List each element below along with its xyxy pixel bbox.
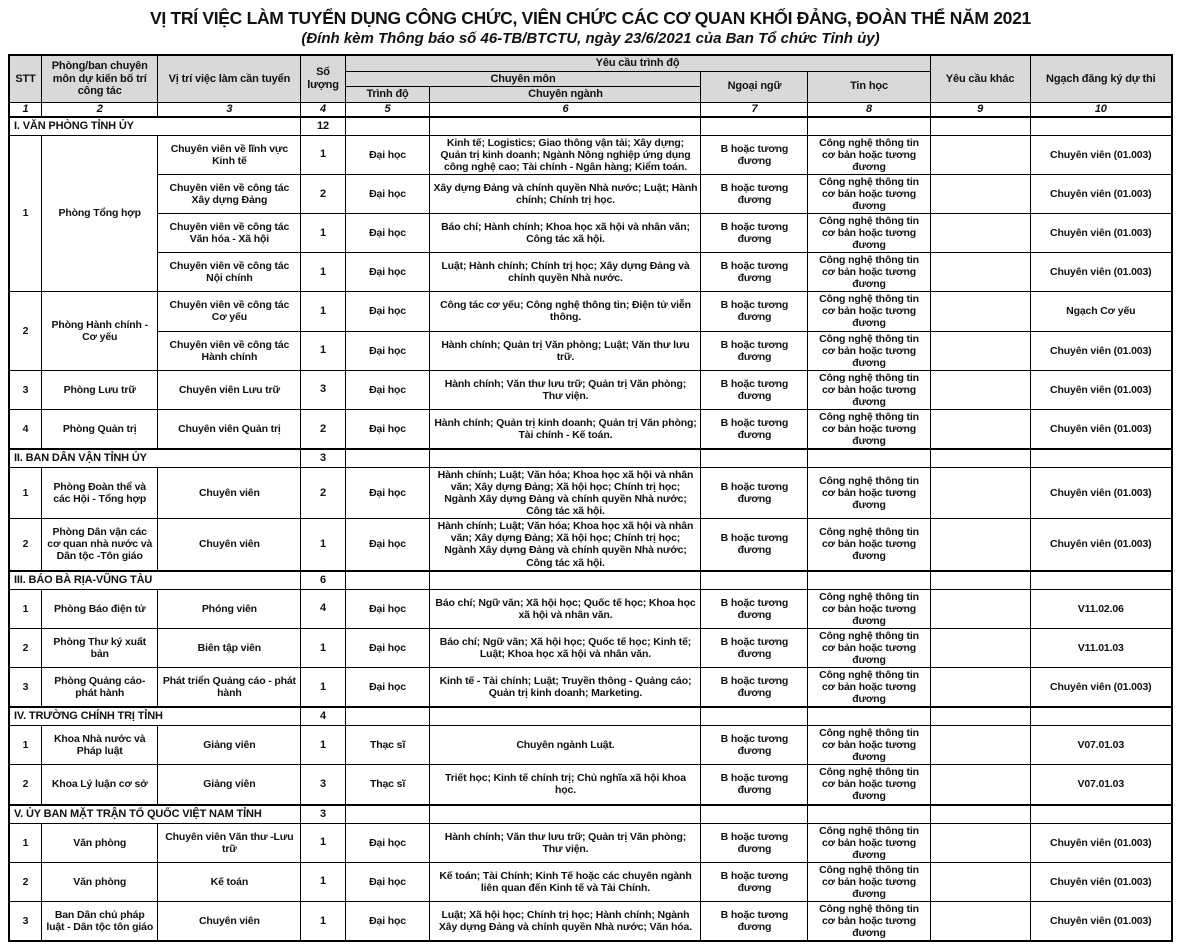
quantity-cell: 2: [301, 174, 345, 213]
degree-cell: Thạc sĩ: [345, 726, 430, 765]
position-cell: Chuyên viên: [158, 468, 301, 519]
quantity-cell: 1: [301, 135, 345, 174]
quantity-cell: 2: [301, 468, 345, 519]
major-cell: Hành chính; Văn thư lưu trữ; Quản trị Văn phòng; Thư viện.: [430, 823, 701, 862]
major-cell: Kế toán; Tài Chính; Kinh Tế hoặc các chuyên ngành liên quan đến Kinh tế và Tài Chính.: [430, 862, 701, 901]
other-requirements-cell: [930, 667, 1030, 707]
section-header-row: [9, 707, 1172, 726]
major-cell: Kinh tế - Tài chính; Luật; Truyền thông - Quảng cáo; Quản trị kinh doanh; Marketing.: [430, 667, 701, 707]
quantity-cell: 1: [301, 901, 345, 941]
major-cell: Hành chính; Luật; Văn hóa; Khoa học xã hội và nhân văn; Xây dựng Đảng; Xã hội học; Chính trị học; Ngành Xây dựng Đảng và chính quyền Nhà nước; Công tác xã hội.: [430, 468, 701, 519]
header-stt: STT: [9, 55, 42, 102]
major-cell: Báo chí; Hành chính; Khoa học xã hội và nhân văn; Công tác xã hội.: [430, 213, 701, 252]
stt-cell: 3: [9, 901, 42, 941]
data-row: [9, 589, 1172, 628]
dept-cell: Khoa Lý luận cơ sở: [42, 765, 158, 805]
section-empty-cell: [345, 707, 430, 726]
section-empty-cell: [345, 449, 430, 468]
other-requirements-cell: [930, 135, 1030, 174]
quantity-cell: 3: [301, 765, 345, 805]
section-empty-cell: [345, 571, 430, 590]
foreign-language-cell: B hoặc tương đương: [701, 468, 808, 519]
informatics-cell: Công nghệ thông tin cơ bản hoặc tương đương: [808, 135, 930, 174]
position-cell: Chuyên viên về lĩnh vực Kinh tế: [158, 135, 301, 174]
foreign-language-cell: B hoặc tương đương: [701, 628, 808, 667]
col-number: 2: [42, 102, 158, 116]
header-position: Vị trí việc làm cần tuyển: [158, 55, 301, 102]
section-empty-cell: [430, 707, 701, 726]
degree-cell: Đại học: [345, 292, 430, 331]
position-cell: Phóng viên: [158, 589, 301, 628]
exam-rank-cell: Chuyên viên (01.003): [1030, 409, 1172, 449]
position-cell: Giảng viên: [158, 765, 301, 805]
degree-cell: Đại học: [345, 468, 430, 519]
informatics-cell: Công nghệ thông tin cơ bản hoặc tương đương: [808, 468, 930, 519]
position-cell: Kế toán: [158, 862, 301, 901]
major-cell: Xây dựng Đảng và chính quyền Nhà nước; Luật; Hành chính; Chính trị học.: [430, 174, 701, 213]
data-row: [9, 292, 1172, 331]
dept-cell: Khoa Nhà nước và Pháp luật: [42, 726, 158, 765]
position-cell: Chuyên viên về công tác Xây dựng Đảng: [158, 174, 301, 213]
degree-cell: Đại học: [345, 628, 430, 667]
informatics-cell: Công nghệ thông tin cơ bản hoặc tương đương: [808, 589, 930, 628]
section-header-row: [9, 117, 1172, 136]
foreign-language-cell: B hoặc tương đương: [701, 135, 808, 174]
foreign-language-cell: B hoặc tương đương: [701, 213, 808, 252]
degree-cell: Đại học: [345, 135, 430, 174]
major-cell: Luật; Hành chính; Chính trị học; Xây dựng Đảng và chính quyền Nhà nước.: [430, 253, 701, 292]
stt-cell: 3: [9, 370, 42, 409]
other-requirements-cell: [930, 589, 1030, 628]
degree-cell: Đại học: [345, 667, 430, 707]
informatics-cell: Công nghệ thông tin cơ bản hoặc tương đương: [808, 331, 930, 370]
section-total: 3: [301, 805, 345, 824]
col-number: 6: [430, 102, 701, 116]
stt-cell: 3: [9, 667, 42, 707]
data-row: [9, 862, 1172, 901]
degree-cell: Đại học: [345, 174, 430, 213]
dept-cell: Phòng Dân vận các cơ quan nhà nước và Dân tộc -Tôn giáo: [42, 519, 158, 571]
recruitment-table: [8, 54, 1173, 942]
header-quantity: Số lượng: [301, 55, 345, 102]
informatics-cell: Công nghệ thông tin cơ bản hoặc tương đương: [808, 370, 930, 409]
informatics-cell: Công nghệ thông tin cơ bản hoặc tương đương: [808, 409, 930, 449]
section-empty-cell: [808, 707, 930, 726]
stt-cell: 1: [9, 589, 42, 628]
informatics-cell: Công nghệ thông tin cơ bản hoặc tương đương: [808, 862, 930, 901]
other-requirements-cell: [930, 823, 1030, 862]
position-cell: Chuyên viên về công tác Hành chính: [158, 331, 301, 370]
section-empty-cell: [430, 449, 701, 468]
dept-cell: Phòng Đoàn thể và các Hội - Tổng hợp: [42, 468, 158, 519]
exam-rank-cell: Chuyên viên (01.003): [1030, 135, 1172, 174]
major-cell: Công tác cơ yếu; Công nghệ thông tin; Điện tử viễn thông.: [430, 292, 701, 331]
table-body: [9, 117, 1172, 942]
quantity-cell: 1: [301, 292, 345, 331]
header-specialization-group: Chuyên môn: [345, 71, 701, 87]
data-row: [9, 213, 1172, 252]
informatics-cell: Công nghệ thông tin cơ bản hoặc tương đương: [808, 823, 930, 862]
degree-cell: Đại học: [345, 862, 430, 901]
section-empty-cell: [808, 117, 930, 136]
position-cell: Chuyên viên Lưu trữ: [158, 370, 301, 409]
section-header-row: [9, 449, 1172, 468]
other-requirements-cell: [930, 726, 1030, 765]
informatics-cell: Công nghệ thông tin cơ bản hoặc tương đương: [808, 628, 930, 667]
other-requirements-cell: [930, 331, 1030, 370]
stt-cell: 2: [9, 519, 42, 571]
major-cell: Hành chính; Quản trị Văn phòng; Luật; Văn thư lưu trữ.: [430, 331, 701, 370]
page-subtitle: (Đính kèm Thông báo số 46-TB/BTCTU, ngày 23/6/2021 của Ban Tổ chức Tỉnh ủy): [301, 30, 880, 47]
position-cell: Chuyên viên Văn thư -Lưu trữ: [158, 823, 301, 862]
major-cell: Luật; Xã hội học; Chính trị học; Hành chính; Ngành Xây dựng Đảng và chính quyền Nhà nước; Văn hóa.: [430, 901, 701, 941]
dept-cell: Phòng Hành chính -Cơ yếu: [42, 292, 158, 370]
position-cell: Chuyên viên về công tác Văn hóa - Xã hội: [158, 213, 301, 252]
exam-rank-cell: Chuyên viên (01.003): [1030, 823, 1172, 862]
section-empty-cell: [930, 571, 1030, 590]
quantity-cell: 1: [301, 253, 345, 292]
exam-rank-cell: Chuyên viên (01.003): [1030, 370, 1172, 409]
position-cell: Chuyên viên: [158, 519, 301, 571]
header-exam-rank: Ngạch đăng ký dự thi: [1030, 55, 1172, 102]
header-informatics: Tin học: [808, 71, 930, 102]
section-label: I. VĂN PHÒNG TỈNH ỦY: [9, 117, 301, 136]
section-empty-cell: [1030, 117, 1172, 136]
stt-cell: 4: [9, 409, 42, 449]
other-requirements-cell: [930, 253, 1030, 292]
exam-rank-cell: V07.01.03: [1030, 726, 1172, 765]
quantity-cell: 2: [301, 409, 345, 449]
section-total: 12: [301, 117, 345, 136]
section-empty-cell: [701, 117, 808, 136]
col-number: 8: [808, 102, 930, 116]
foreign-language-cell: B hoặc tương đương: [701, 862, 808, 901]
degree-cell: Đại học: [345, 519, 430, 571]
header-foreign-language: Ngoại ngữ: [701, 71, 808, 102]
section-label: V. ỦY BAN MẶT TRẬN TỔ QUỐC VIỆT NAM TỈNH: [9, 805, 301, 824]
other-requirements-cell: [930, 213, 1030, 252]
foreign-language-cell: B hoặc tương đương: [701, 253, 808, 292]
section-label: II. BAN DÂN VẬN TỈNH ỦY: [9, 449, 301, 468]
column-number-row: [9, 102, 1172, 116]
foreign-language-cell: B hoặc tương đương: [701, 901, 808, 941]
exam-rank-cell: Chuyên viên (01.003): [1030, 519, 1172, 571]
position-cell: Chuyên viên về công tác Cơ yếu: [158, 292, 301, 331]
exam-rank-cell: Ngạch Cơ yếu: [1030, 292, 1172, 331]
col-number: 5: [345, 102, 430, 116]
dept-cell: Phòng Thư ký xuất bản: [42, 628, 158, 667]
foreign-language-cell: B hoặc tương đương: [701, 174, 808, 213]
informatics-cell: Công nghệ thông tin cơ bản hoặc tương đương: [808, 519, 930, 571]
section-empty-cell: [345, 805, 430, 824]
degree-cell: Đại học: [345, 589, 430, 628]
informatics-cell: Công nghệ thông tin cơ bản hoặc tương đương: [808, 213, 930, 252]
foreign-language-cell: B hoặc tương đương: [701, 823, 808, 862]
exam-rank-cell: Chuyên viên (01.003): [1030, 253, 1172, 292]
position-cell: Biên tập viên: [158, 628, 301, 667]
exam-rank-cell: V07.01.03: [1030, 765, 1172, 805]
table-header: [9, 55, 1172, 117]
data-row: [9, 468, 1172, 519]
header-major: Chuyên ngành: [430, 87, 701, 103]
other-requirements-cell: [930, 519, 1030, 571]
dept-cell: Phòng Quản trị: [42, 409, 158, 449]
page-title: VỊ TRÍ VIỆC LÀM TUYỂN DỤNG CÔNG CHỨC, VIÊN CHỨC CÁC CƠ QUAN KHỐI ĐẢNG, ĐOÀN THỂ NĂM 2021: [150, 8, 1031, 28]
section-empty-cell: [1030, 805, 1172, 824]
major-cell: Hành chính; Quản trị kinh doanh; Quản trị Văn phòng; Tài chính - Kế toán.: [430, 409, 701, 449]
section-empty-cell: [1030, 449, 1172, 468]
section-empty-cell: [430, 571, 701, 590]
data-row: [9, 370, 1172, 409]
exam-rank-cell: Chuyên viên (01.003): [1030, 174, 1172, 213]
section-empty-cell: [701, 449, 808, 468]
position-cell: Chuyên viên về công tác Nội chính: [158, 253, 301, 292]
foreign-language-cell: B hoặc tương đương: [701, 765, 808, 805]
degree-cell: Đại học: [345, 370, 430, 409]
stt-cell: 1: [9, 135, 42, 292]
exam-rank-cell: Chuyên viên (01.003): [1030, 468, 1172, 519]
degree-cell: Đại học: [345, 253, 430, 292]
header-requirement-group: Yêu cầu trình độ: [345, 55, 930, 71]
position-cell: Chuyên viên Quản trị: [158, 409, 301, 449]
quantity-cell: 1: [301, 519, 345, 571]
data-row: [9, 667, 1172, 707]
informatics-cell: Công nghệ thông tin cơ bản hoặc tương đương: [808, 726, 930, 765]
major-cell: Triết học; Kinh tế chính trị; Chủ nghĩa xã hội khoa học.: [430, 765, 701, 805]
degree-cell: Thạc sĩ: [345, 765, 430, 805]
foreign-language-cell: B hoặc tương đương: [701, 331, 808, 370]
section-total: 3: [301, 449, 345, 468]
section-empty-cell: [1030, 571, 1172, 590]
quantity-cell: 1: [301, 862, 345, 901]
major-cell: Hành chính; Luật; Văn hóa; Khoa học xã hội và nhân văn; Xây dựng Đảng; Xã hội học; Chính trị học; Ngành Xây dựng Đảng và chính quyền Nhà nước; Công tác xã hội.: [430, 519, 701, 571]
major-cell: Báo chí; Ngữ văn; Xã hội học; Quốc tế học; Kinh tế; Luật; Khoa học xã hội và nhân văn.: [430, 628, 701, 667]
other-requirements-cell: [930, 901, 1030, 941]
foreign-language-cell: B hoặc tương đương: [701, 667, 808, 707]
data-row: [9, 726, 1172, 765]
section-empty-cell: [930, 805, 1030, 824]
dept-cell: Ban Dân chủ pháp luật - Dân tộc tôn giáo: [42, 901, 158, 941]
quantity-cell: 3: [301, 370, 345, 409]
stt-cell: 2: [9, 862, 42, 901]
section-empty-cell: [430, 117, 701, 136]
data-row: [9, 823, 1172, 862]
major-cell: Báo chí; Ngữ văn; Xã hội học; Quốc tế học; Khoa học xã hội và nhân văn.: [430, 589, 701, 628]
exam-rank-cell: V11.02.06: [1030, 589, 1172, 628]
data-row: [9, 901, 1172, 941]
header-other-requirements: Yêu cầu khác: [930, 55, 1030, 102]
dept-cell: Phòng Quảng cáo- phát hành: [42, 667, 158, 707]
col-number: 3: [158, 102, 301, 116]
exam-rank-cell: Chuyên viên (01.003): [1030, 331, 1172, 370]
section-empty-cell: [430, 805, 701, 824]
section-label: IV. TRƯỜNG CHÍNH TRỊ TỈNH: [9, 707, 301, 726]
section-empty-cell: [930, 707, 1030, 726]
other-requirements-cell: [930, 174, 1030, 213]
degree-cell: Đại học: [345, 213, 430, 252]
section-empty-cell: [808, 805, 930, 824]
section-empty-cell: [1030, 707, 1172, 726]
section-label: III. BÁO BÀ RỊA-VŨNG TÀU: [9, 571, 301, 590]
major-cell: Chuyên ngành Luật.: [430, 726, 701, 765]
exam-rank-cell: Chuyên viên (01.003): [1030, 862, 1172, 901]
dept-cell: Phòng Lưu trữ: [42, 370, 158, 409]
quantity-cell: 1: [301, 726, 345, 765]
section-empty-cell: [701, 571, 808, 590]
section-empty-cell: [701, 707, 808, 726]
foreign-language-cell: B hoặc tương đương: [701, 589, 808, 628]
col-number: 9: [930, 102, 1030, 116]
section-total: 4: [301, 707, 345, 726]
other-requirements-cell: [930, 468, 1030, 519]
other-requirements-cell: [930, 370, 1030, 409]
quantity-cell: 1: [301, 213, 345, 252]
header-dept: Phòng/ban chuyên môn dự kiến bố trí công tác: [42, 55, 158, 102]
other-requirements-cell: [930, 862, 1030, 901]
position-cell: Chuyên viên: [158, 901, 301, 941]
data-row: [9, 135, 1172, 174]
degree-cell: Đại học: [345, 901, 430, 941]
section-empty-cell: [701, 805, 808, 824]
position-cell: Phát triển Quảng cáo - phát hành: [158, 667, 301, 707]
section-empty-cell: [808, 571, 930, 590]
quantity-cell: 1: [301, 628, 345, 667]
header-degree: Trình độ: [345, 87, 430, 103]
foreign-language-cell: B hoặc tương đương: [701, 370, 808, 409]
foreign-language-cell: B hoặc tương đương: [701, 519, 808, 571]
col-number: 7: [701, 102, 808, 116]
data-row: [9, 519, 1172, 571]
stt-cell: 1: [9, 726, 42, 765]
major-cell: Kinh tế; Logistics; Giao thông vận tải; Xây dựng; Quản trị kinh doanh; Ngành Nông nghiệp ứng dụng công nghệ cao; Tài chính - Ngân hàng; Kiểm toán.: [430, 135, 701, 174]
exam-rank-cell: Chuyên viên (01.003): [1030, 213, 1172, 252]
section-empty-cell: [345, 117, 430, 136]
dept-cell: Văn phòng: [42, 823, 158, 862]
stt-cell: 2: [9, 628, 42, 667]
exam-rank-cell: Chuyên viên (01.003): [1030, 667, 1172, 707]
col-number: 10: [1030, 102, 1172, 116]
informatics-cell: Công nghệ thông tin cơ bản hoặc tương đương: [808, 667, 930, 707]
section-empty-cell: [930, 449, 1030, 468]
informatics-cell: Công nghệ thông tin cơ bản hoặc tương đương: [808, 765, 930, 805]
foreign-language-cell: B hoặc tương đương: [701, 292, 808, 331]
section-empty-cell: [808, 449, 930, 468]
informatics-cell: Công nghệ thông tin cơ bản hoặc tương đương: [808, 292, 930, 331]
degree-cell: Đại học: [345, 409, 430, 449]
foreign-language-cell: B hoặc tương đương: [701, 409, 808, 449]
major-cell: Hành chính; Văn thư lưu trữ; Quản trị Văn phòng; Thư viện.: [430, 370, 701, 409]
quantity-cell: 1: [301, 667, 345, 707]
data-row: [9, 174, 1172, 213]
stt-cell: 1: [9, 823, 42, 862]
degree-cell: Đại học: [345, 823, 430, 862]
informatics-cell: Công nghệ thông tin cơ bản hoặc tương đương: [808, 901, 930, 941]
stt-cell: 2: [9, 765, 42, 805]
section-header-row: [9, 805, 1172, 824]
stt-cell: 2: [9, 292, 42, 370]
section-total: 6: [301, 571, 345, 590]
dept-cell: Văn phòng: [42, 862, 158, 901]
degree-cell: Đại học: [345, 331, 430, 370]
informatics-cell: Công nghệ thông tin cơ bản hoặc tương đương: [808, 253, 930, 292]
other-requirements-cell: [930, 628, 1030, 667]
position-cell: Giảng viên: [158, 726, 301, 765]
data-row: [9, 253, 1172, 292]
data-row: [9, 331, 1172, 370]
quantity-cell: 4: [301, 589, 345, 628]
section-header-row: [9, 571, 1172, 590]
section-empty-cell: [930, 117, 1030, 136]
other-requirements-cell: [930, 292, 1030, 331]
exam-rank-cell: V11.01.03: [1030, 628, 1172, 667]
data-row: [9, 409, 1172, 449]
data-row: [9, 628, 1172, 667]
stt-cell: 1: [9, 468, 42, 519]
other-requirements-cell: [930, 409, 1030, 449]
col-number: 1: [9, 102, 42, 116]
foreign-language-cell: B hoặc tương đương: [701, 726, 808, 765]
col-number: 4: [301, 102, 345, 116]
dept-cell: Phòng Báo điện tử: [42, 589, 158, 628]
dept-cell: Phòng Tổng hợp: [42, 135, 158, 292]
informatics-cell: Công nghệ thông tin cơ bản hoặc tương đương: [808, 174, 930, 213]
quantity-cell: 1: [301, 823, 345, 862]
exam-rank-cell: Chuyên viên (01.003): [1030, 901, 1172, 941]
quantity-cell: 1: [301, 331, 345, 370]
